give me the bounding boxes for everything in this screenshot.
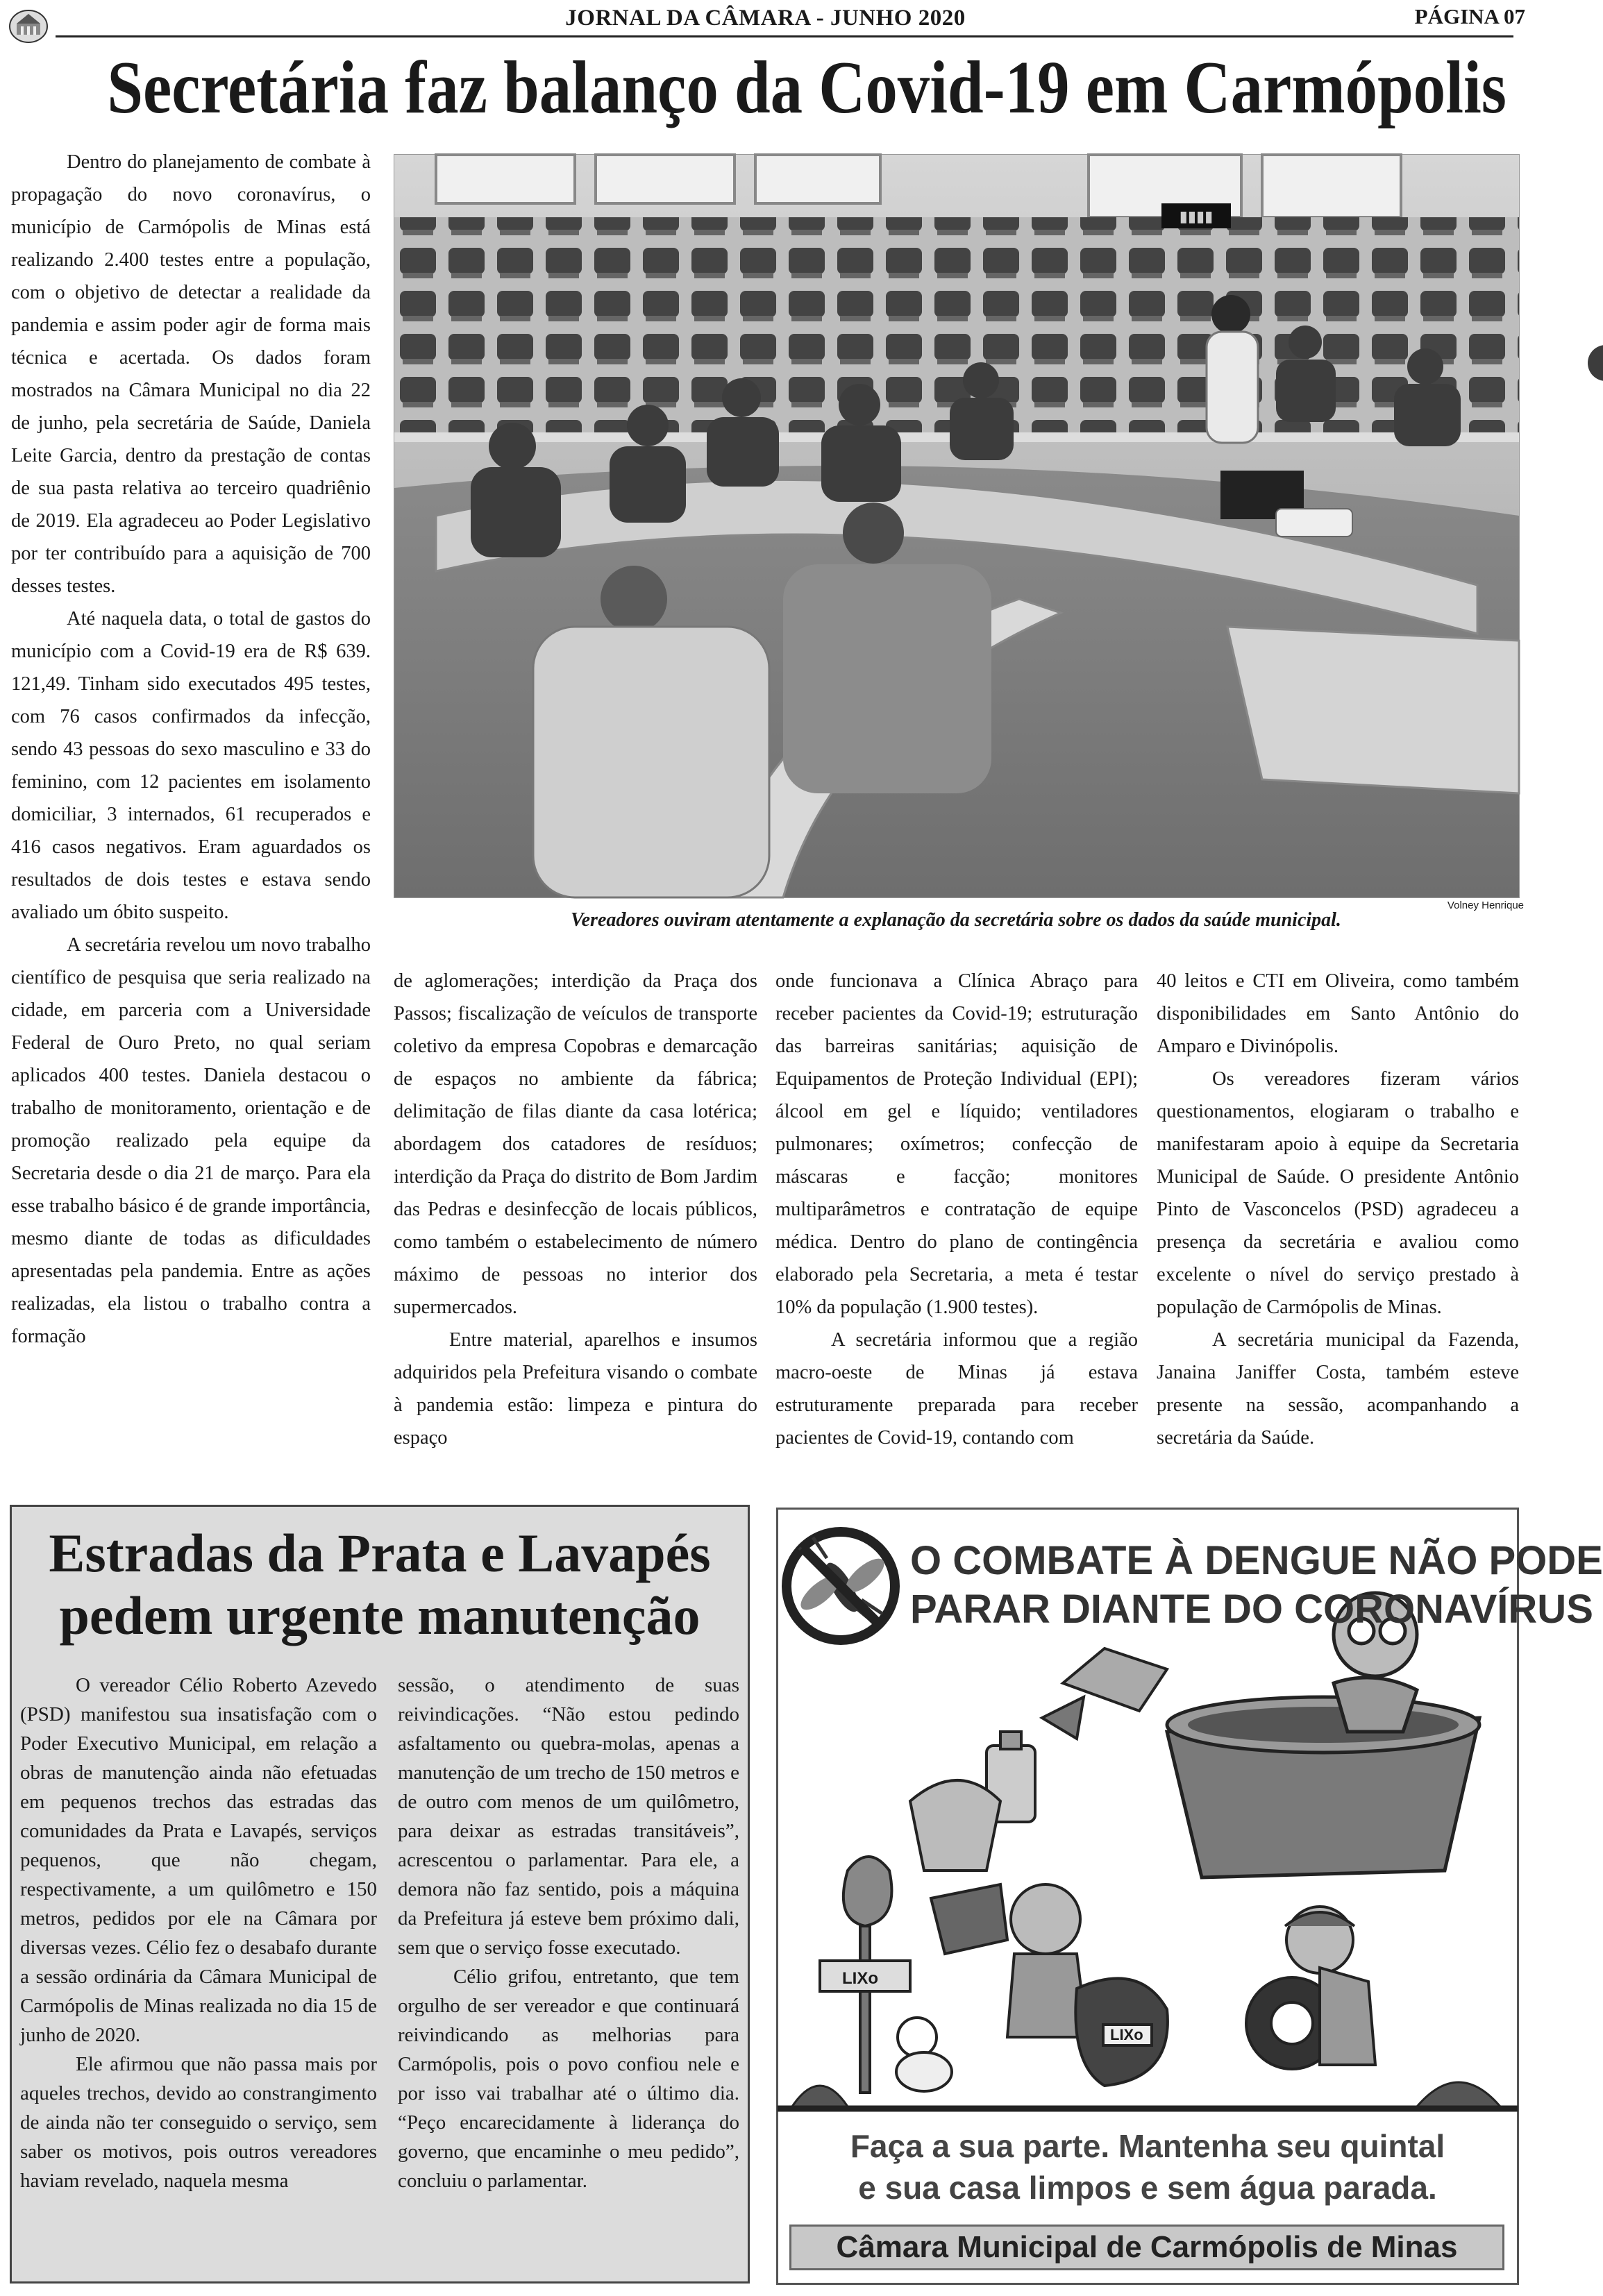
paragraph: Entre material, aparelhos e insumos adquiridos pela Prefeitura visando o combate à pandemia estão: limpeza e pintura do espaço <box>394 1329 757 1449</box>
main-story-column-2 <box>394 965 757 1454</box>
svg-text:▮▮▮▮: ▮▮▮▮ <box>1179 208 1214 225</box>
photo-caption: Vereadores ouviram atentamente a explanação da secretária sobre os dados da saúde municipal. <box>571 909 1341 931</box>
ad-title-line-1: O COMBATE À DENGUE NÃO PODE <box>910 1538 1603 1583</box>
paragraph: Os vereadores fizeram vários questionamentos, elogiaram o trabalho e manifestaram apoio à equipe da Secretaria Municipal de Saúde. O presidente Antônio Pinto de Vasconcelos (PSD) agradeceu a presença da secretária e avaliou como excelente o nível do serviço prestado à população de Carmópolis de Minas. <box>1157 1068 1519 1318</box>
paragraph: Dentro do planejamento de combate à propagação do novo coronavírus, o município de Carmópolis de Minas está realizando 2.400 testes entre a população, com o objetivo de detectar a realidade da pandemia e assim poder agir de forma mais técnica e acertada. Os dados foram mostrados na Câmara Municipal no dia 22 de junho, pela secretária de Saúde, Daniela Leite Garcia, dentro da prestação de contas de sua pasta relativa ao terceiro quadriênio de 2019. Ela agradeceu ao Poder Legislativo por ter contribuído para a aquisição de 700 desses testes. <box>11 151 371 597</box>
paragraph: O vereador Célio Roberto Azevedo (PSD) manifestou sua insatisfação com o Poder Executivo Municipal, em relação a obras de manutenção ainda não efetuadas em pequenos trechos das estradas das comunidades da Prata e Lavapés, serviços pequenos, que não chegam, respectivamente, a um quilômetro e 150 metros, pedidos por ele na Câmara por diversas vezes. Célio fez o desabafo durante a sessão ordinária da Câmara Municipal de Carmópolis de Minas realizada no dia 15 de junho de 2020. <box>20 1674 377 2046</box>
paragraph: A secretária informou que a região macro-oeste de Minas já estava estruturamente preparada para receber pacientes de Covid-19, contando com <box>775 1329 1138 1449</box>
header-rule <box>56 35 1513 37</box>
paragraph: Até naquela data, o total de gastos do município com a Covid-19 era de R$ 639. 121,49. Tinham sido executados 495 testes, com 76 casos confirmados da infecção, sendo 43 pessoas do sexo masculino e 33 do feminino, com 12 pacientes em isolamento domiciliar, 3 internados, 61 recuperados e 416 casos negativos. Eram aguardados os resultados de dois testes e estava sendo avaliado um óbito suspeito. <box>11 608 371 923</box>
page-number: PÁGINA 07 <box>1414 4 1525 28</box>
main-story-column-3 <box>775 965 1138 1454</box>
photo-credit: Volney Henrique <box>1447 900 1524 911</box>
box-story-column-1 <box>20 1671 377 2195</box>
box-headline-line-1: Estradas da Prata e Lavapés <box>49 1523 711 1583</box>
journal-title: JORNAL DA CÂMARA - JUNHO 2020 <box>565 6 966 31</box>
sign-label: LIXo <box>842 1969 878 1988</box>
box-headline-line-2: pedem urgente manutenção <box>59 1585 700 1646</box>
ad-footer-text: Câmara Municipal de Carmópolis de Minas <box>836 2230 1458 2264</box>
paragraph: sessão, o atendimento de suas reivindicações. “Não estou pedindo asfaltamento ou quebra-molas, apenas a manutenção de um trecho de 150 metros e de outro com menos de um quilômetro, para deixar as estradas transitáveis”, acrescentou o parlamentar. Para ele, a demora não faz sentido, pois a máquina da Prefeitura já esteve bem próximo dali, sem que o serviço fosse executado. <box>398 1674 739 1959</box>
main-headline: Secretária faz balanço da Covid-19 em Carmópolis <box>107 47 1507 129</box>
boxed-story <box>10 1505 750 2284</box>
trash-bag-label: LIXo <box>1110 2026 1143 2043</box>
paragraph: A secretária municipal da Fazenda, Janaina Janiffer Costa, também esteve presente na sessão, acompanhando a secretária da Saúde. <box>1157 1329 1519 1449</box>
ad-slogan-line-2: e sua casa limpos e sem água parada. <box>858 2170 1437 2206</box>
paragraph: onde funcionava a Clínica Abraço para receber pacientes da Covid-19; estruturação das barreiras sanitárias; aquisição de Equipamentos de Proteção Individual (EPI); álcool em gel e líquido; ventiladores pulmonares; oxímetros; confecção de máscaras e facção; monitores multiparâmetros e contratação de equipe médica. Dentro do plano de contingência elaborado pela Secretaria, a meta é testar 10% da população (1.900 testes). <box>775 970 1138 1318</box>
paragraph: Célio grifou, entretanto, que tem orgulho de ser vereador e que continuará reivindicando as melhorias para Carmópolis, pois o povo confiou nele e por isso vai trabalhar até o último dia. “Peço encarecidamente à liderança do governo, que encaminhe o meu pedido”, concluiu o parlamentar. <box>398 1966 739 2192</box>
main-story-column-4 <box>1157 965 1519 1454</box>
paragraph: A secretária revelou um novo trabalho científico de pesquisa que seria realizado na cidade, em parceria com a Universidade Federal de Ouro Preto, no qual seriam aplicados 400 testes. Daniela destacou o trabalho de monitoramento, orientação e de promoção realizado pela equipe da Secretaria desde o dia 21 de março. Para ela esse trabalho básico é de grande importância, mesmo diante de todas as dificuldades apresentadas pela pandemia. Entre as ações realizadas, ela listou o trabalho contra a formação <box>11 934 371 1347</box>
paragraph: 40 leitos e CTI em Oliveira, como também disponibilidades em Santo Antônio do Amparo e Divinópolis. <box>1157 970 1519 1057</box>
ad-title-line-2: PARAR DIANTE DO CORONAVÍRUS <box>910 1587 1593 1632</box>
main-story-column-1 <box>11 146 371 1492</box>
no-mosquito-icon <box>787 1532 895 1640</box>
ad-footer-banner <box>789 2225 1504 2270</box>
dengue-campaign-ad <box>776 1508 1603 2285</box>
ad-slogan-line-1: Faça a sua parte. Mantenha seu quintal <box>850 2128 1445 2164</box>
council-session-photo <box>394 154 1520 898</box>
box-story-column-2 <box>398 1671 739 2195</box>
paragraph: Ele afirmou que não passa mais por aqueles trechos, devido ao constrangimento de ainda não ter conseguido o serviço, sem saber os motivos, pois outros vereadores haviam revelado, naquela mesma <box>20 2053 377 2192</box>
paragraph: de aglomerações; interdição da Praça dos Passos; fiscalização de veículos de transporte coletivo da empresa Copobras e demarcação de espaços no ambiente da fábrica; delimitação de filas diante da casa lotérica; abordagem dos catadores de resíduos; interdição da Praça do distrito de Bom Jardim das Pedras e desinfecção de locais públicos, como também o estabelecimento de número máximo de pessoas no interior dos supermercados. <box>394 970 757 1318</box>
